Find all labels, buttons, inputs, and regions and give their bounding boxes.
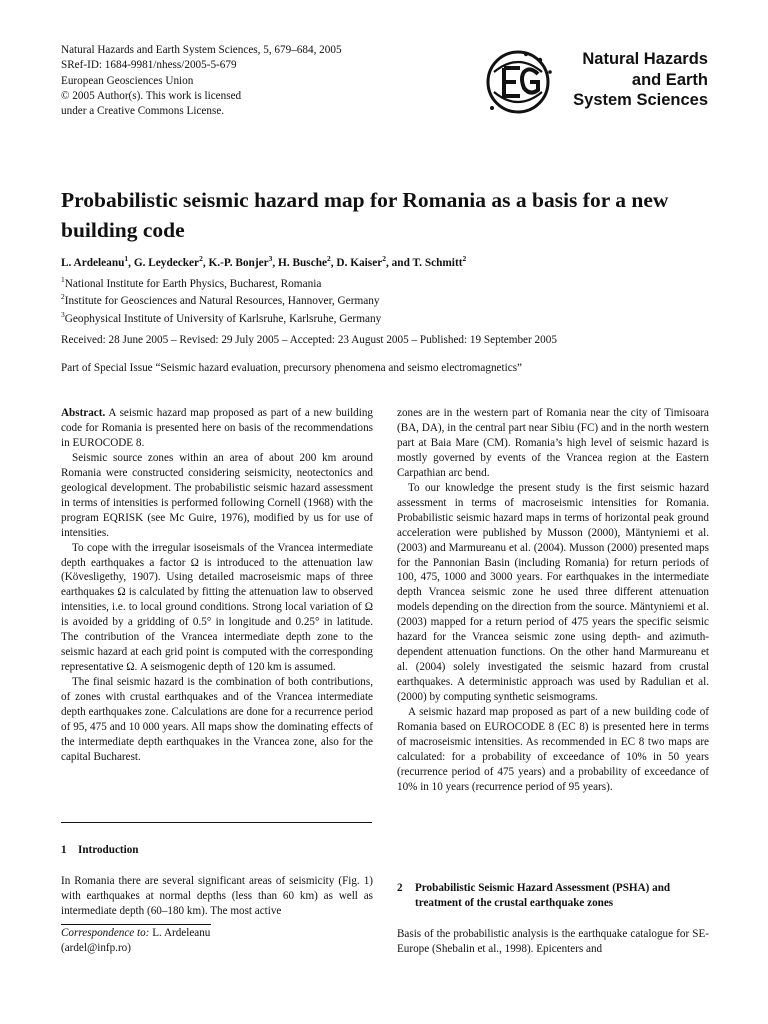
abstract-paragraph: To cope with the irregular isoseismals of the Vrancea intermediate depth earthquakes a factor Ω is introduced to the attenuation law (Kövesligethy, 1907). Using detailed macroseismic maps of three earthquakes Ω is calculated by fitting the attenuation law to observed intensities, i.e. to local ground conditions. Strong local variation of Ω is avoided by a gridding of 0.5° in longitude and 0.25° in latitude. The contribution of the Vrancea intermediate depth zone to the seismic hazard at each grid point is computed with the corresponding representative Ω. A seismogenic depth of 120 km is assumed.: [61, 541, 373, 674]
author: K.-P. Bonjer$^3$: [208, 254, 273, 269]
affiliation: $^2$Institute for Geosciences and Natural Resources, Hannover, Germany: [61, 292, 380, 308]
pubinfo-sref-line: SRef-ID: 1684-9981/nhess/2005-5-679: [61, 59, 237, 72]
pubinfo-license-line: under a Creative Commons License.: [61, 105, 225, 118]
abstract: [61, 406, 373, 765]
right-column-text: [397, 406, 709, 795]
abstract-paragraph: Abstract. A seismic hazard map proposed as part of a new building code for Romania is presented here on basis of the recommendations in EUROCODE 8.: [61, 407, 373, 449]
correspondence-email: (ardel@infp.ro): [61, 942, 131, 955]
publication-dates: Received: 28 June 2005 – Revised: 29 July 2005 – Accepted: 23 August 2005 – Published: 19 September 2005: [61, 334, 557, 346]
journal-name-line: System Sciences: [573, 91, 708, 109]
correspondence-footnote: [61, 926, 210, 957]
publication-info: [61, 43, 342, 119]
title-line: building code: [61, 217, 185, 242]
special-issue-note: Part of Special Issue “Seismic hazard evaluation, precursory phenomena and seismo electromagnetics”: [61, 362, 523, 374]
author: L. Ardeleanu$^1$: [61, 254, 129, 269]
body-paragraph: A seismic hazard map proposed as part of a new building code of Romania based on EUROCODE 8 (EC 8) is presented here in terms of macroseismic intensities. As recommended in EC 8 two maps are calculated: for a probability of exceedance of 10% in 50 years (recurrence period of 475 years) and a probability of exceedance of 10% in 10 years (recurrence period of 95 years).: [397, 706, 709, 793]
pubinfo-journal-line: Natural Hazards and Earth System Sciences, 5, 679–684, 2005: [61, 44, 342, 56]
journal-name-line: and Earth: [631, 70, 708, 89]
paper-title: [61, 186, 711, 245]
pubinfo-copyright-line: © 2005 Author(s). This work is licensed: [61, 89, 242, 102]
author: D. Kaiser$^2$: [336, 254, 386, 269]
pubinfo-publisher-line: European Geosciences Union: [61, 74, 194, 87]
author: H. Busche$^2$: [278, 254, 331, 269]
journal-name: [540, 49, 708, 111]
footnote-divider: [61, 924, 211, 925]
section-heading-introduction: 1 Introduction: [61, 844, 139, 856]
section-heading-psha: 2 Probabilistic Seismic Hazard Assessment (PSHA) and treatment of the crustal earthquake zones: [397, 882, 671, 909]
author: G. Leydecker$^2$: [133, 254, 203, 269]
abstract-paragraph: Seismic source zones within an area of about 200 km around Romania were constructed considering seismicity, neotectonics and geological development. The probabilistic seismic hazard assessment in terms of intensities is performed following Cornell (1968) with the program EQRISK (see Mc Guire, 1976), modified by us for use of intensities.: [61, 451, 373, 539]
affiliation: $^1$National Institute for Earth Physics, Bucharest, Romania: [61, 275, 322, 290]
introduction-text: In Romania there are several significant areas of seismicity (Fig. 1) with earthquakes at normal depths (less than 60 km) as well as intermediate depth (60–180 km). The most active: [61, 875, 373, 917]
abstract-paragraph: The final seismic hazard is the combination of both contributions, of zones with crustal earthquakes and of the Vrancea intermediate depth earthquakes zone. Calculations are done for a recurrence period of 95, 475 and 10 000 years. All maps show the dominating effects of the intermediate depth earthquakes in the Vrancea zone, also for the capital Bucharest.: [61, 676, 373, 763]
affiliations: [61, 276, 381, 328]
abstract-label: Abstract.: [61, 407, 106, 419]
author: T. Schmitt$^2$: [412, 254, 467, 269]
section2-text: Basis of the probabilistic analysis is the earthquake catalogue for SE-Europe (Shebalin et al., 1998). Epicenters and: [397, 928, 709, 955]
journal-name-line: Natural Hazards: [582, 50, 708, 68]
correspondence-name: L. Ardeleanu: [152, 927, 211, 939]
affiliation: $^3$Geophysical Institute of University of Karlsruhe, Karlsruhe, Germany: [61, 310, 382, 325]
abstract-divider: [61, 822, 372, 823]
title-line: Probabilistic seismic hazard map for Romania as a basis for a new: [61, 188, 669, 212]
body-paragraph: zones are in the western part of Romania near the city of Timisoara (BA, DA), in the central part near Sibiu (FC) and in the north western part at Baia Mare (CM). Romania’s high level of seismic hazard is mostly governed by events of the Vrancea region at the Eastern Carpathian arc bend.: [397, 407, 709, 479]
correspondence-label: Correspondence to:: [61, 927, 150, 939]
body-paragraph: To our knowledge the present study is the first seismic hazard assessment in terms of macroseismic intensities for Romania. Probabilistic seismic hazard maps in terms of horizontal peak ground acceleration were published by Musson (2000), Mäntyniemi et al. (2003) and Marmureanu et al. (2004). Musson (2000) presented maps for the Pannonian Basin (including Romania) for return periods of 100, 475, 1000 and 3000 years. For earthquakes in the intermediate depth Vrancea seismic zone he used three different attenuation models depending on the direction from the source. Mäntyniemi et al. (2003) mapped for a return period of 475 years the specific seismic hazard for the Vrancea seismic zone using depth- and azimuth-dependent attenuation functions. On the other hand Marmureanu et al. (2004) solely investigated the seismic hazard from crustal earthquakes. A deterministic approach was used by Radulian et al. (2000) by computing synthetic seismograms.: [397, 481, 709, 704]
author-list: L. Ardeleanu$^1$, G. Leydecker$^2$, K.-P. Bonjer$^3$, H. Busche$^2$, D. Kaiser$^2$, and T. Schmitt$^2$: [61, 254, 467, 269]
